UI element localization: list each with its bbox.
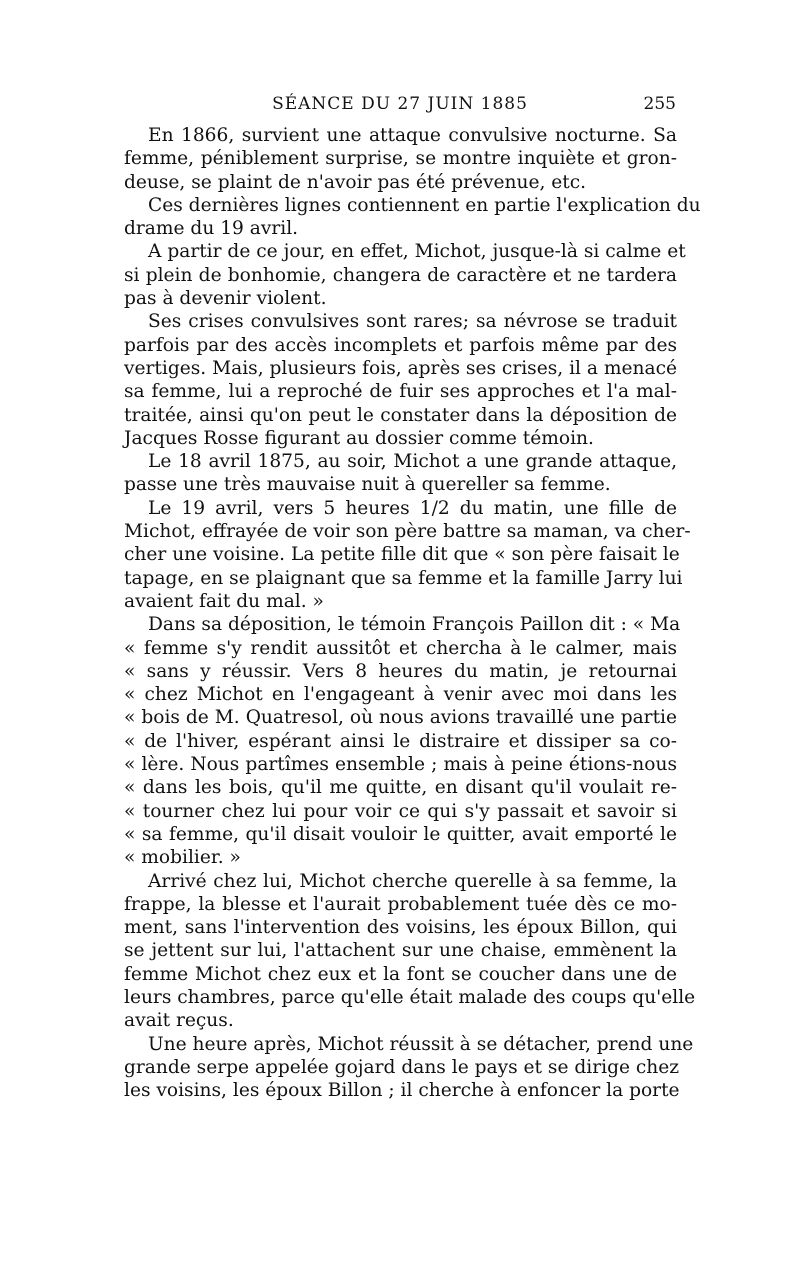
text-line: Ses crises convulsives sont rares; sa névrose se traduit bbox=[148, 311, 677, 333]
text-line: Le 18 avril 1875, au soir, Michot a une grande attaque, bbox=[148, 451, 677, 473]
text-line: les voisins, les époux Billon ; il cherche à enfoncer la porte bbox=[124, 1080, 680, 1102]
text-line: femme, péniblement surprise, se montre inquiète et gron- bbox=[124, 148, 677, 170]
text-line: passe une très mauvaise nuit à quereller sa femme. bbox=[124, 474, 611, 496]
text-line: sa femme, lui a reproché de fuir ses approches et l'a mal- bbox=[124, 381, 677, 403]
text-line: « femme s'y rendit aussitôt et chercha à le calmer, mais bbox=[124, 637, 677, 659]
running-head bbox=[124, 94, 676, 122]
text-line: « sa femme, qu'il disait vouloir le quitter, avait emporté le bbox=[124, 823, 677, 845]
text-line: grande serpe appelée gojard dans le pays et se dirige chez bbox=[124, 1056, 680, 1078]
text-line: drame du 19 avril. bbox=[124, 218, 299, 240]
text-line: Le 19 avril, vers 5 heures 1/2 du matin, une fille de bbox=[148, 497, 677, 519]
text-line: se jettent sur lui, l'attachent sur une chaise, emmènent la bbox=[124, 940, 677, 962]
text-line: Jacques Rosse figurant au dossier comme témoin. bbox=[124, 427, 594, 449]
text-line: avait reçus. bbox=[124, 1010, 234, 1032]
text-line: « dans les bois, qu'il me quitte, en disant qu'il voulait re- bbox=[124, 777, 677, 799]
text-line: vertiges. Mais, plusieurs fois, après ses crises, il a menacé bbox=[124, 357, 677, 379]
text-line: En 1866, survient une attaque convulsive nocturne. Sa bbox=[148, 125, 677, 146]
text-line: cher une voisine. La petite fille dit que « son père faisait le bbox=[124, 544, 680, 566]
text-line: Michot, effrayée de voir son père battre sa maman, va cher- bbox=[124, 521, 691, 543]
text-line: frappe, la blesse et l'aurait probablement tuée dès ce mo- bbox=[124, 893, 677, 915]
text-line: Ces dernières lignes contiennent en partie l'explication du bbox=[148, 194, 701, 216]
text-line: deuse, se plaint de n'avoir pas été prévenue, etc. bbox=[124, 171, 587, 193]
text-line: A partir de ce jour, en effet, Michot, jusque-là si calme et bbox=[148, 241, 686, 263]
text-line: « tourner chez lui pour voir ce qui s'y passait et savoir si bbox=[124, 800, 677, 822]
text-line: ment, sans l'intervention des voisins, les époux Billon, qui bbox=[124, 917, 677, 939]
page-number: 255 bbox=[643, 94, 676, 114]
text-line: traitée, ainsi qu'on peut le constater dans la déposition de bbox=[124, 404, 677, 426]
text-line: Arrivé chez lui, Michot cherche querelle à sa femme, la bbox=[148, 870, 677, 892]
text-line: leurs chambres, parce qu'elle était malade des coups qu'elle bbox=[124, 986, 696, 1008]
text-line: si plein de bonhomie, changera de caractère et ne tardera bbox=[124, 264, 677, 286]
text-line: « de l'hiver, espérant ainsi le distraire et dissiper sa co- bbox=[124, 730, 677, 752]
text-line: « chez Michot en l'engageant à venir avec moi dans les bbox=[124, 684, 677, 706]
text-line: avaient fait du mal. » bbox=[124, 590, 324, 612]
text-line: Dans sa déposition, le témoin François Paillon dit : « Ma bbox=[148, 614, 681, 636]
text-line: Une heure après, Michot réussit à se détacher, prend une bbox=[148, 1033, 694, 1055]
text-line: « mobilier. » bbox=[124, 847, 241, 869]
text-line: parfois par des accès incomplets et parfois même par des bbox=[124, 334, 677, 356]
text-line: tapage, en se plaignant que sa femme et la famille Jarry lui bbox=[124, 567, 683, 589]
text-line: pas à devenir violent. bbox=[124, 288, 327, 310]
text-line: femme Michot chez eux et la font se coucher dans une de bbox=[124, 963, 677, 985]
running-title: SÉANCE DU 27 JUIN 1885 bbox=[272, 94, 528, 114]
text-line: « bois de M. Quatresol, où nous avions travaillé une partie bbox=[124, 707, 677, 729]
text-line: « sans y réussir. Vers 8 heures du matin, je retournai bbox=[124, 660, 677, 682]
body-text bbox=[124, 124, 701, 1102]
text-line: « lère. Nous partîmes ensemble ; mais à peine étions-nous bbox=[124, 754, 677, 776]
